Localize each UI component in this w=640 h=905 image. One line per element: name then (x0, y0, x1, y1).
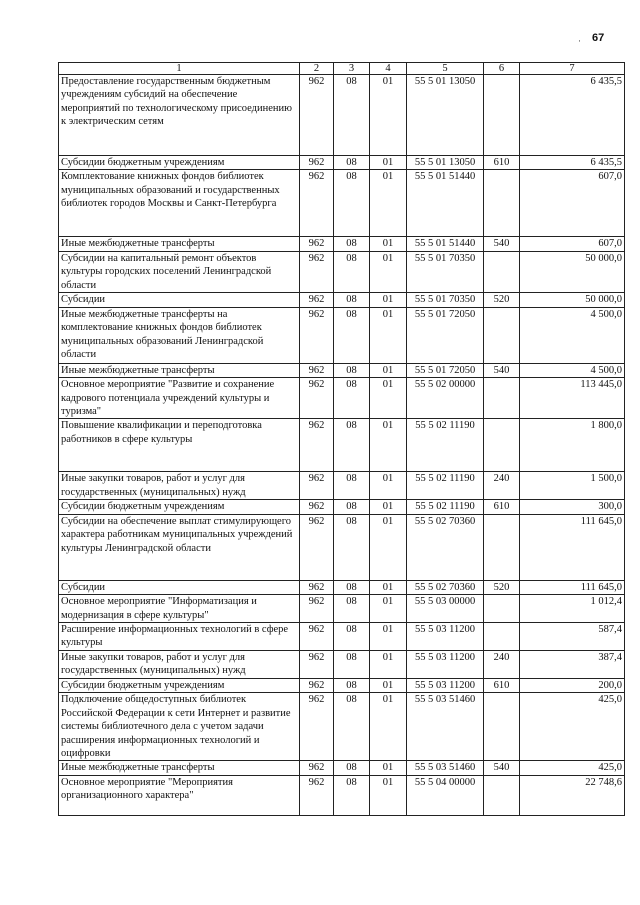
cell-amount: 111 645,0 (520, 514, 625, 580)
table-row (59, 761, 625, 775)
cell-expense-type (484, 251, 520, 292)
table-row (59, 500, 625, 514)
cell-column-2: 962 (300, 514, 334, 580)
cell-column-3: 08 (334, 623, 370, 651)
table-row (59, 693, 625, 761)
cell-column-4: 01 (370, 363, 407, 377)
cell-column-3: 08 (334, 500, 370, 514)
cell-classifier-code: 55 5 03 51460 (407, 693, 484, 761)
cell-column-2: 962 (300, 650, 334, 678)
cell-column-2: 962 (300, 378, 334, 419)
cell-name: Субсидии (59, 580, 300, 594)
cell-column-4: 01 (370, 595, 407, 623)
cell-column-4: 01 (370, 693, 407, 761)
cell-column-4: 01 (370, 761, 407, 775)
cell-name: Иные межбюджетные трансферты (59, 761, 300, 775)
table-body (59, 75, 625, 816)
cell-column-2: 962 (300, 595, 334, 623)
table-row (59, 650, 625, 678)
cell-amount: 425,0 (520, 761, 625, 775)
cell-classifier-code: 55 5 03 11200 (407, 623, 484, 651)
table-row (59, 293, 625, 307)
cell-classifier-code: 55 5 01 70350 (407, 293, 484, 307)
cell-amount: 6 435,5 (520, 156, 625, 170)
cell-column-3: 08 (334, 678, 370, 692)
cell-amount: 587,4 (520, 623, 625, 651)
cell-column-3: 08 (334, 761, 370, 775)
cell-column-4: 01 (370, 307, 407, 363)
cell-expense-type (484, 170, 520, 237)
cell-column-3: 08 (334, 363, 370, 377)
cell-classifier-code: 55 5 01 51440 (407, 237, 484, 251)
cell-expense-type (484, 307, 520, 363)
cell-expense-type (484, 419, 520, 472)
column-header-1: 1 (59, 63, 300, 75)
cell-column-3: 08 (334, 307, 370, 363)
cell-column-2: 962 (300, 678, 334, 692)
cell-name: Предоставление государственным бюджетным учреждениям субсидий на обеспечение мероприятий по технологическому присоединению к электрическим сетям (59, 75, 300, 156)
cell-column-4: 01 (370, 514, 407, 580)
table-row (59, 580, 625, 594)
table-row (59, 251, 625, 292)
cell-classifier-code: 55 5 01 72050 (407, 363, 484, 377)
cell-column-3: 08 (334, 472, 370, 500)
cell-column-3: 08 (334, 378, 370, 419)
cell-column-2: 962 (300, 775, 334, 815)
cell-column-4: 01 (370, 623, 407, 651)
cell-name: Основное мероприятие "Мероприятия организационного характера" (59, 775, 300, 815)
table-row (59, 678, 625, 692)
cell-name: Иные закупки товаров, работ и услуг для государственных (муниципальных) нужд (59, 472, 300, 500)
column-header-4: 4 (370, 63, 407, 75)
cell-name: Субсидии на обеспечение выплат стимулирующего характера работникам муниципальных учреждений культуры Ленинградской области (59, 514, 300, 580)
cell-classifier-code: 55 5 03 51460 (407, 761, 484, 775)
cell-column-4: 01 (370, 580, 407, 594)
cell-column-2: 962 (300, 237, 334, 251)
budget-table (58, 62, 625, 816)
cell-amount: 50 000,0 (520, 293, 625, 307)
column-header-3: 3 (334, 63, 370, 75)
cell-column-2: 962 (300, 293, 334, 307)
cell-column-2: 962 (300, 363, 334, 377)
cell-column-2: 962 (300, 251, 334, 292)
cell-name: Иные закупки товаров, работ и услуг для государственных (муниципальных) нужд (59, 650, 300, 678)
cell-column-3: 08 (334, 75, 370, 156)
table-row (59, 75, 625, 156)
cell-expense-type: 540 (484, 363, 520, 377)
cell-column-2: 962 (300, 500, 334, 514)
cell-column-4: 01 (370, 237, 407, 251)
page-number: 67 (592, 32, 605, 44)
table-row (59, 170, 625, 237)
cell-classifier-code: 55 5 01 13050 (407, 75, 484, 156)
cell-expense-type: 610 (484, 678, 520, 692)
cell-expense-type: 540 (484, 761, 520, 775)
cell-column-4: 01 (370, 775, 407, 815)
cell-column-3: 08 (334, 237, 370, 251)
cell-column-3: 08 (334, 693, 370, 761)
cell-expense-type: 520 (484, 580, 520, 594)
column-header-6: 6 (484, 63, 520, 75)
cell-expense-type: 240 (484, 472, 520, 500)
cell-column-2: 962 (300, 75, 334, 156)
cell-column-4: 01 (370, 472, 407, 500)
cell-amount: 6 435,5 (520, 75, 625, 156)
cell-column-4: 01 (370, 156, 407, 170)
cell-classifier-code: 55 5 04 00000 (407, 775, 484, 815)
table-row (59, 419, 625, 472)
cell-column-3: 08 (334, 293, 370, 307)
page-mark: · (578, 36, 581, 46)
cell-amount: 111 645,0 (520, 580, 625, 594)
cell-amount: 1 800,0 (520, 419, 625, 472)
table-row (59, 514, 625, 580)
column-header-7: 7 (520, 63, 625, 75)
cell-expense-type: 540 (484, 237, 520, 251)
cell-column-2: 962 (300, 693, 334, 761)
cell-column-3: 08 (334, 595, 370, 623)
cell-classifier-code: 55 5 01 70350 (407, 251, 484, 292)
cell-amount: 50 000,0 (520, 251, 625, 292)
cell-expense-type: 240 (484, 650, 520, 678)
cell-column-2: 962 (300, 419, 334, 472)
cell-name: Иные межбюджетные трансферты на комплектование книжных фондов библиотек муниципальных образований Ленинградской области (59, 307, 300, 363)
column-header-5: 5 (407, 63, 484, 75)
cell-column-4: 01 (370, 500, 407, 514)
cell-name: Комплектование книжных фондов библиотек муниципальных образований и государственных библиотек городов Москвы и Санкт-Петербурга (59, 170, 300, 237)
cell-classifier-code: 55 5 01 13050 (407, 156, 484, 170)
cell-expense-type (484, 514, 520, 580)
cell-name: Основное мероприятие "Развитие и сохранение кадрового потенциала учреждений культуры и туризма" (59, 378, 300, 419)
cell-classifier-code: 55 5 02 11190 (407, 472, 484, 500)
cell-amount: 607,0 (520, 170, 625, 237)
table-row (59, 775, 625, 815)
cell-classifier-code: 55 5 02 11190 (407, 500, 484, 514)
cell-name: Субсидии бюджетным учреждениям (59, 500, 300, 514)
cell-name: Подключение общедоступных библиотек Российской Федерации к сети Интернет и развитие системы библиотечного дела с учетом задачи расширения информационных технологий и оцифровки (59, 693, 300, 761)
table-row (59, 623, 625, 651)
cell-amount: 425,0 (520, 693, 625, 761)
cell-expense-type: 610 (484, 500, 520, 514)
cell-classifier-code: 55 5 01 51440 (407, 170, 484, 237)
cell-expense-type: 520 (484, 293, 520, 307)
cell-name: Основное мероприятие "Информатизация и модернизация в сфере культуры" (59, 595, 300, 623)
cell-expense-type (484, 623, 520, 651)
cell-amount: 4 500,0 (520, 363, 625, 377)
cell-column-4: 01 (370, 650, 407, 678)
cell-name: Иные межбюджетные трансферты (59, 363, 300, 377)
column-header-2: 2 (300, 63, 334, 75)
cell-name: Повышение квалификации и переподготовка работников в сфере культуры (59, 419, 300, 472)
cell-name: Субсидии бюджетным учреждениям (59, 156, 300, 170)
cell-expense-type: 610 (484, 156, 520, 170)
cell-classifier-code: 55 5 03 11200 (407, 650, 484, 678)
cell-column-4: 01 (370, 170, 407, 237)
cell-column-4: 01 (370, 75, 407, 156)
cell-column-2: 962 (300, 307, 334, 363)
cell-classifier-code: 55 5 03 11200 (407, 678, 484, 692)
table-row (59, 595, 625, 623)
table-row (59, 378, 625, 419)
cell-column-4: 01 (370, 678, 407, 692)
cell-column-4: 01 (370, 419, 407, 472)
cell-classifier-code: 55 5 02 00000 (407, 378, 484, 419)
cell-column-4: 01 (370, 251, 407, 292)
table-row (59, 472, 625, 500)
cell-classifier-code: 55 5 01 72050 (407, 307, 484, 363)
cell-column-3: 08 (334, 775, 370, 815)
table-row (59, 307, 625, 363)
cell-column-4: 01 (370, 378, 407, 419)
cell-amount: 200,0 (520, 678, 625, 692)
cell-name: Субсидии бюджетным учреждениям (59, 678, 300, 692)
cell-classifier-code: 55 5 02 70360 (407, 580, 484, 594)
cell-column-4: 01 (370, 293, 407, 307)
table-row (59, 237, 625, 251)
cell-amount: 22 748,6 (520, 775, 625, 815)
cell-column-3: 08 (334, 419, 370, 472)
table-row (59, 156, 625, 170)
cell-column-2: 962 (300, 761, 334, 775)
cell-classifier-code: 55 5 03 00000 (407, 595, 484, 623)
cell-amount: 1 500,0 (520, 472, 625, 500)
cell-name: Иные межбюджетные трансферты (59, 237, 300, 251)
cell-column-3: 08 (334, 650, 370, 678)
cell-name: Субсидии (59, 293, 300, 307)
cell-column-3: 08 (334, 580, 370, 594)
cell-amount: 1 012,4 (520, 595, 625, 623)
cell-name: Субсидии на капитальный ремонт объектов культуры городских поселений Ленинградской области (59, 251, 300, 292)
cell-column-2: 962 (300, 623, 334, 651)
cell-column-3: 08 (334, 514, 370, 580)
cell-classifier-code: 55 5 02 70360 (407, 514, 484, 580)
cell-expense-type (484, 378, 520, 419)
cell-expense-type (484, 595, 520, 623)
cell-column-3: 08 (334, 170, 370, 237)
cell-amount: 300,0 (520, 500, 625, 514)
cell-amount: 113 445,0 (520, 378, 625, 419)
cell-column-2: 962 (300, 472, 334, 500)
cell-expense-type (484, 693, 520, 761)
header-row (59, 63, 625, 75)
cell-name: Расширение информационных технологий в сфере культуры (59, 623, 300, 651)
cell-expense-type (484, 75, 520, 156)
cell-amount: 387,4 (520, 650, 625, 678)
cell-amount: 4 500,0 (520, 307, 625, 363)
cell-column-3: 08 (334, 156, 370, 170)
cell-expense-type (484, 775, 520, 815)
table-row (59, 363, 625, 377)
cell-amount: 607,0 (520, 237, 625, 251)
cell-column-2: 962 (300, 580, 334, 594)
cell-classifier-code: 55 5 02 11190 (407, 419, 484, 472)
cell-column-3: 08 (334, 251, 370, 292)
cell-column-2: 962 (300, 156, 334, 170)
cell-column-2: 962 (300, 170, 334, 237)
